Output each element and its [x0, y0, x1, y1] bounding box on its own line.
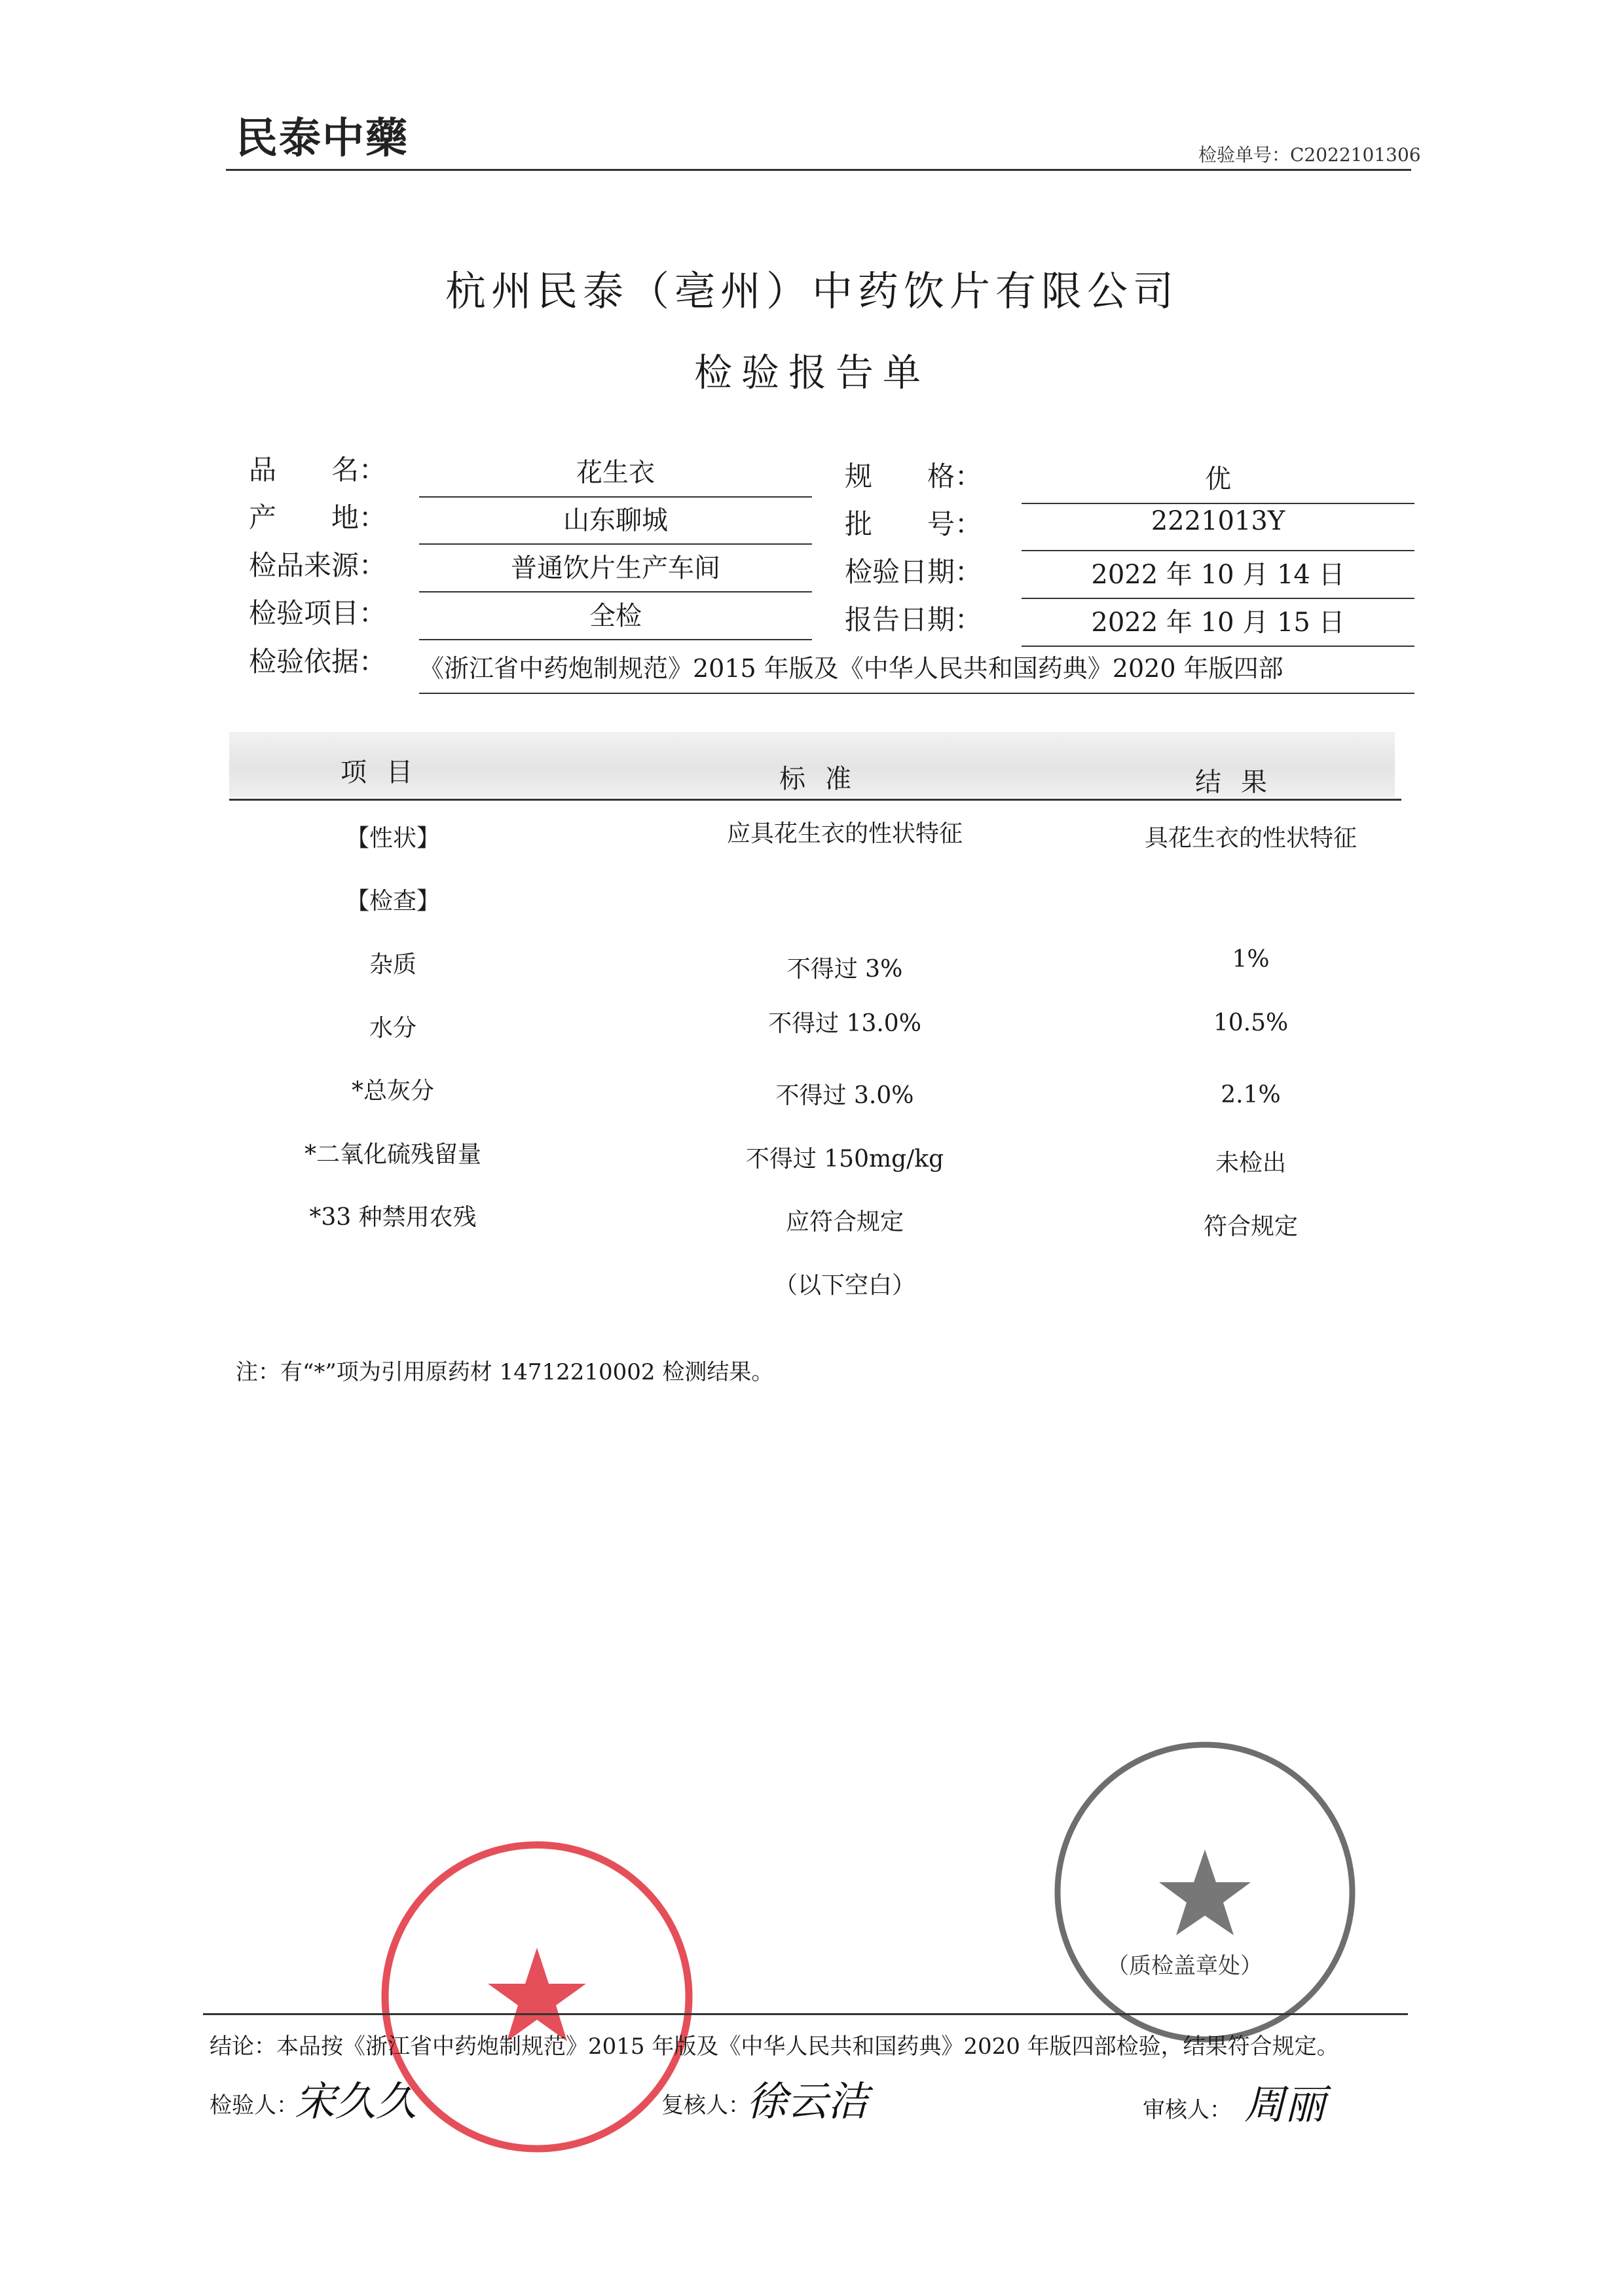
quality-seal	[373, 1833, 701, 2160]
source-label: 检品来源：	[249, 549, 387, 581]
row-item: 水分	[369, 1015, 416, 1042]
blank-marker: （以下空白）	[773, 1272, 915, 1299]
underline	[1022, 598, 1414, 599]
row-item: 杂质	[369, 951, 416, 978]
document-number: 检验单号：C2022101306	[1198, 144, 1421, 166]
row-item: *二氧化硫残留量	[304, 1141, 481, 1168]
approver-signature: 周丽	[1244, 2081, 1326, 2128]
name-label: 品 名：	[249, 454, 387, 486]
basis-label: 检验依据：	[249, 646, 387, 678]
underline	[419, 591, 812, 592]
row-result: 具花生衣的性状特征	[1144, 825, 1357, 852]
source-value: 普通饮片生产车间	[511, 553, 720, 583]
conclusion-divider	[203, 2013, 1408, 2015]
row-item: 【检查】	[345, 888, 440, 915]
footnote: 注：有“*”项为引用原药材 14712210002 检测结果。	[236, 1359, 774, 1385]
company-logo: 民泰中藥	[236, 114, 409, 163]
report-title: 检验报告单	[693, 350, 930, 395]
row-standard: 不得过 3%	[786, 956, 903, 983]
row-standard: 不得过 150mg/kg	[745, 1146, 944, 1173]
reviewer-label: 复核人：	[661, 2092, 750, 2119]
row-standard: 应具花生衣的性状特征	[726, 820, 963, 847]
underline	[1022, 550, 1414, 551]
inspection-seal	[1048, 1735, 1362, 2049]
underline	[419, 543, 812, 545]
row-standard: 不得过 3.0%	[775, 1082, 914, 1109]
report-date-value: 2022 年 10 月 15 日	[1091, 608, 1345, 638]
item-label: 检验项目：	[249, 597, 387, 629]
test-date-label: 检验日期：	[845, 556, 983, 588]
test-date-value: 2022 年 10 月 14 日	[1091, 560, 1345, 590]
row-result: 1%	[1232, 946, 1270, 973]
header-result: 结果	[1195, 767, 1287, 797]
row-standard: 应符合规定	[785, 1209, 904, 1235]
item-value: 全检	[589, 601, 642, 631]
batch-label: 批 号：	[845, 508, 983, 540]
underline	[1022, 503, 1414, 504]
row-item: 【性状】	[345, 825, 440, 852]
row-result: 10.5%	[1213, 1010, 1289, 1036]
row-standard: 不得过 13.0%	[768, 1010, 921, 1037]
row-result: 符合规定	[1203, 1213, 1298, 1240]
basis-value: 《浙江省中药炮制规范》2015 年版及《中华人民共和国药典》2020 年版四部	[419, 654, 1283, 683]
row-result: 2.1%	[1221, 1082, 1281, 1108]
batch-value: 2221013Y	[1151, 506, 1285, 536]
row-item: *33 种禁用农残	[309, 1204, 477, 1231]
reviewer-signature: 徐云洁	[747, 2077, 869, 2125]
report-date-label: 报告日期：	[845, 604, 983, 636]
underline	[419, 639, 812, 640]
underline	[419, 496, 812, 498]
underline	[1022, 646, 1414, 647]
product-name: 花生衣	[576, 458, 655, 488]
row-item: *总灰分	[351, 1078, 434, 1104]
origin-value: 山东聊城	[563, 505, 668, 536]
company-name: 杭州民泰（亳州）中药饮片有限公司	[445, 267, 1179, 315]
inspector-signature: 宋久久	[295, 2077, 417, 2125]
inspector-label: 检验人：	[210, 2092, 299, 2119]
header-divider	[226, 169, 1411, 171]
seal-note: （质检盖章处）	[1107, 1953, 1263, 1979]
row-result: 未检出	[1215, 1150, 1286, 1176]
origin-label: 产 地：	[249, 501, 387, 534]
conclusion: 结论：本品按《浙江省中药炮制规范》2015 年版及《中华人民共和国药典》2020 年版四部检验，结果符合规定。	[210, 2033, 1339, 2060]
header-standard: 标准	[779, 764, 871, 794]
header-item: 项目	[341, 757, 432, 788]
spec-value: 优	[1205, 464, 1231, 494]
spec-label: 规 格：	[845, 460, 983, 492]
underline	[419, 693, 1414, 694]
table-header-divider	[229, 799, 1401, 801]
approver-label: 审核人：	[1143, 2097, 1232, 2123]
